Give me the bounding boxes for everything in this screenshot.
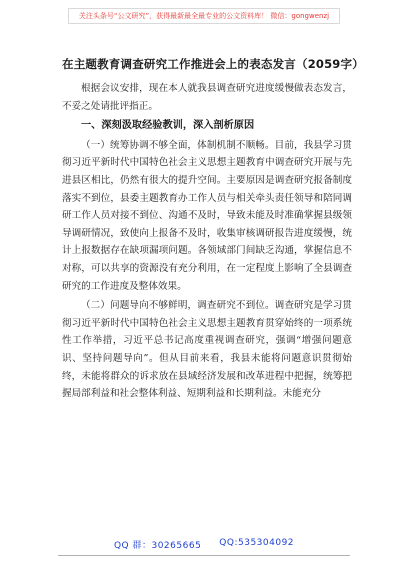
- paragraph-1: （一）统筹协调不够全面，体制机制不顺畅。目前，我县学习贯彻习近平新时代中国特色社会主义思想主题教育中调查研究开展与先进县区相比，仍然有很大的提升空间。主要原因是调查研究报备制度落实不到位，县委主题教育办工作人员与相关牵头责任领导和陪同调研工作人员对接不到位、沟通不及时，导致未能及时准确掌握县级领导调研情况，致使向上报备不及时，收集审核调研报告进度缓慢，统计上报数据存在缺项漏项问题。各领域部门间缺乏沟通，掌握信息不对称，可以共享的资源没有充分利用，在一定程度上影响了全县调查研究的工作进度及整体效果。: [62, 139, 352, 292]
- footer-divider: [58, 555, 350, 556]
- footer-qq-group: QQ 群：30265665: [113, 541, 202, 551]
- promo-banner-text: 关注头条号“公文研究”，获得最新最全最专业的公文资料库！ 微信：gongwenzj: [68, 8, 340, 24]
- paragraph-2: （二）问题导向不够鲜明，调查研究不到位。调查研究是学习贯彻习近平新时代中国特色社会主义思想主题教育贯穿始终的一项系统性工作举措，习近平总书记高度重视调查研究，强调“增强问题意识、坚持问题导向”。但从目前来看，我县未能将问题意识贯彻始终，未能将群众的诉求放在县域经济发展和改革进程中把握，统筹把握局部利益和社会整体利益、短期利益和长期利益。未能充分: [62, 300, 352, 400]
- intro-paragraph: 根据会议安排，现在本人就我县调查研究进度缓慢做表态发言，不妥之处请批评指正。: [62, 83, 352, 112]
- page-footer: [0, 538, 408, 551]
- document-page: [62, 56, 364, 405]
- document-title: 在主题教育调查研究工作推进会上的表态发言（2059字）: [62, 57, 364, 71]
- footer-qq: QQ:535304092: [219, 538, 295, 548]
- section-heading-1: 一、深刻汲取经验教训，深入剖析原因: [81, 120, 255, 132]
- promo-banner: [0, 8, 408, 24]
